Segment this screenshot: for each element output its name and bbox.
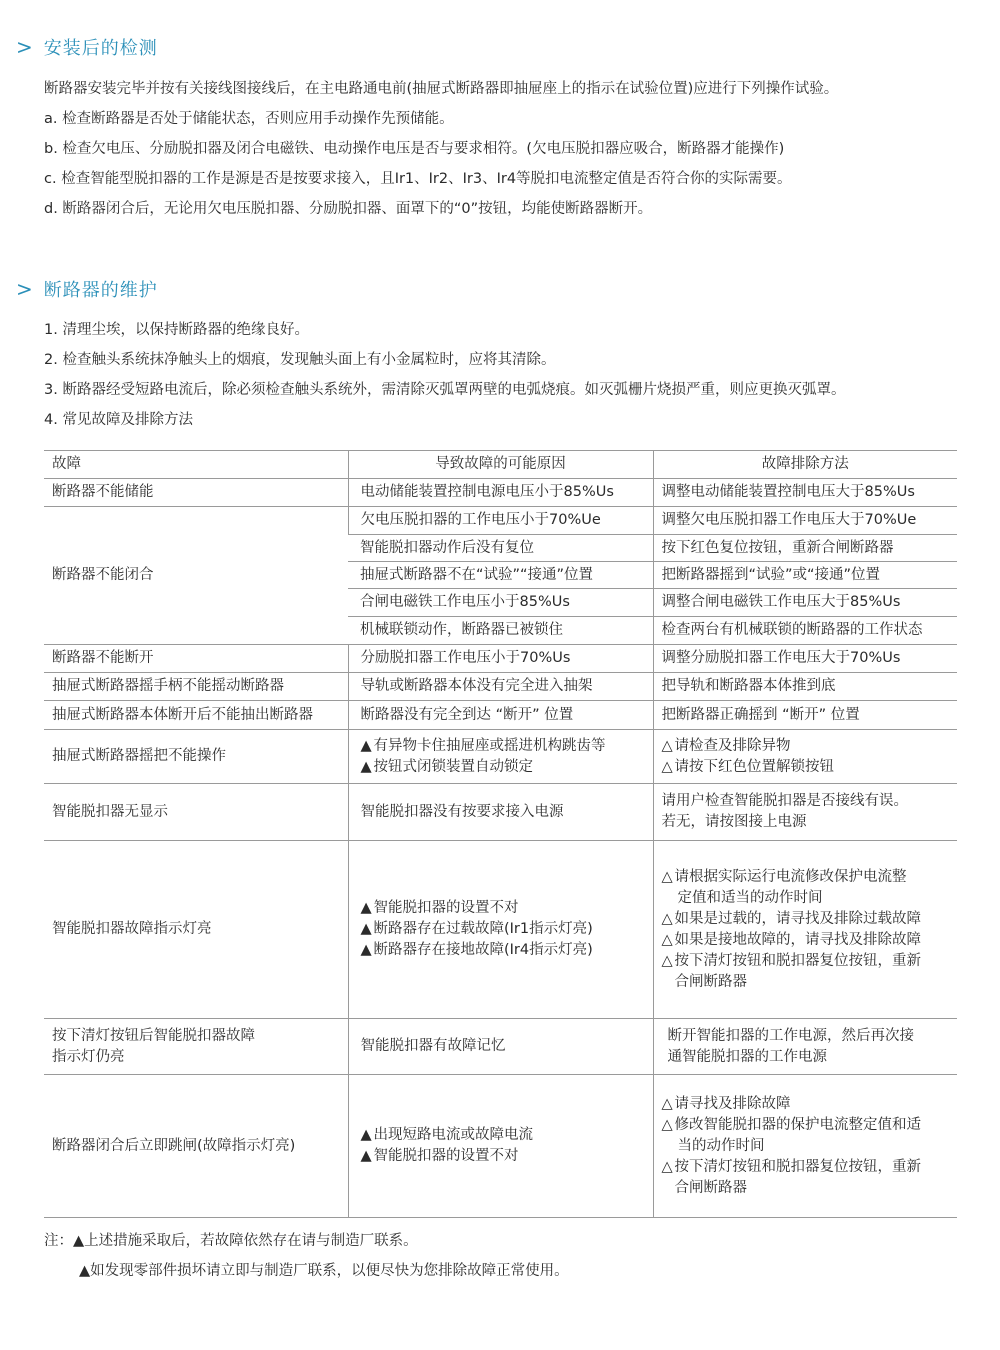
fix-cell: 把断路器正确摇到 “断开” 位置 bbox=[653, 701, 957, 730]
fix-cell: 把断路器摇到“试验”或“接通”位置 bbox=[653, 562, 957, 589]
fix-cell: △ 请检查及排除异物 △ 请按下红色位置解锁按钮 bbox=[653, 730, 957, 784]
triangle-filled-icon: ▲ bbox=[79, 1263, 91, 1279]
paragraph-line: d. 断路器闭合后，无论用欠电压脱扣器、分励脱扣器、面罩下的“0”按钮，均能使断路器断开。 bbox=[44, 201, 653, 217]
section-heading-maintenance bbox=[16, 276, 158, 302]
paragraph-line: 3. 断路器经受短路电流后，除必须检查触头系统外，需清除灭弧罩两壁的电弧烧痕。如灭弧栅片烧损严重，则应更换灭弧罩。 bbox=[44, 382, 846, 398]
note-prefix: 注： bbox=[44, 1233, 73, 1249]
triangle-outline-icon: △ bbox=[661, 952, 673, 969]
column-header: 导致故障的可能原因 bbox=[348, 451, 653, 479]
installation-check-text bbox=[44, 74, 970, 224]
triangle-filled-icon: ▲ bbox=[360, 942, 372, 958]
cause-cell: 欠电压脱扣器的工作电压小于70%Ue bbox=[348, 507, 653, 535]
cause-cell: ▲ 智能脱扣器的设置不对 ▲ 断路器存在过载故障(Ir1指示灯亮) ▲ 断路器存在接地故障(Ir4指示灯亮) bbox=[348, 841, 653, 1019]
note-item: 上述措施采取后，若故障依然存在请与制造厂联系。 bbox=[84, 1233, 418, 1249]
cause-cell: 机械联锁动作，断路器已被锁住 bbox=[348, 617, 653, 645]
chevron-right-icon: > bbox=[16, 277, 34, 301]
fault-cell: 断路器不能储能 bbox=[44, 479, 348, 507]
column-header: 故障 bbox=[44, 451, 348, 479]
section-heading-installation-check bbox=[16, 34, 158, 60]
cause-cell: 合闸电磁铁工作电压小于85%Us bbox=[348, 589, 653, 617]
paragraph-line: 1. 清理尘埃，以保持断路器的绝缘良好。 bbox=[44, 322, 309, 338]
fault-cell: 智能脱扣器无显示 bbox=[44, 784, 348, 841]
fix-cell: 把导轨和断路器本体推到底 bbox=[653, 673, 957, 701]
cause-cell: 智能脱扣器有故障记忆 bbox=[348, 1019, 653, 1075]
paragraph-line: a. 检查断路器是否处于储能状态，否则应用手动操作先预储能。 bbox=[44, 111, 454, 127]
fix-cell: 调整电动储能装置控制电压大于85%Us bbox=[653, 479, 957, 507]
column-header: 故障排除方法 bbox=[653, 451, 957, 479]
maintenance-text bbox=[44, 315, 970, 435]
triangle-filled-icon: ▲ bbox=[360, 758, 372, 775]
triangle-outline-icon: △ bbox=[661, 910, 673, 927]
fault-table bbox=[44, 450, 957, 1218]
fault-cell: 按下清灯按钮后智能脱扣器故障 指示灯仍亮 bbox=[44, 1019, 348, 1075]
triangle-filled-icon: ▲ bbox=[360, 1127, 372, 1143]
paragraph-line: 断路器安装完毕并按有关接线图接线后，在主电路通电前(抽屉式断路器即抽屉座上的指示在试验位置)应进行下列操作试验。 bbox=[44, 81, 839, 97]
triangle-outline-icon: △ bbox=[661, 758, 673, 775]
table-row bbox=[44, 730, 957, 784]
notes bbox=[44, 1226, 569, 1286]
cause-cell: 断路器没有完全到达 “断开” 位置 bbox=[348, 701, 653, 730]
triangle-filled-icon: ▲ bbox=[360, 921, 372, 937]
table-row bbox=[44, 673, 957, 701]
cause-cell: ▲ 出现短路电流或故障电流 ▲ 智能脱扣器的设置不对 bbox=[348, 1075, 653, 1218]
note-item: 如发现零部件损坏请立即与制造厂联系，以便尽快为您排除故障正常使用。 bbox=[90, 1263, 569, 1279]
cause-cell: 电动储能装置控制电源电压小于85%Us bbox=[348, 479, 653, 507]
paragraph-line: c. 检查智能型脱扣器的工作是源是否是按要求接入，且Ir1、Ir2、Ir3、Ir4等脱扣电流整定值是否符合你的实际需要。 bbox=[44, 171, 792, 187]
triangle-outline-icon: △ bbox=[661, 868, 673, 885]
fix-cell: 断开智能扣器的工作电源，然后再次接 通智能脱扣器的工作电源 bbox=[653, 1019, 957, 1075]
fault-cell: 智能脱扣器故障指示灯亮 bbox=[44, 841, 348, 1019]
fix-cell: 检查两台有机械联锁的断路器的工作状态 bbox=[653, 617, 957, 645]
table-row bbox=[44, 841, 957, 1019]
cause-cell: 分励脱扣器工作电压小于70%Us bbox=[348, 645, 653, 673]
chevron-right-icon: > bbox=[16, 35, 34, 59]
fix-cell: △ 请根据实际运行电流修改保护电流整 定值和适当的动作时间 △ 如果是过载的，请寻找及排除过载故障 △ 如果是接地故障的，请寻找及排除故障 △ 按下清灯按钮和脱扣器复位按钮，重新 合闸断路器 bbox=[653, 841, 957, 1019]
fix-cell: 调整欠电压脱扣器工作电压大于70%Ue bbox=[653, 507, 957, 535]
triangle-outline-icon: △ bbox=[661, 931, 673, 948]
triangle-outline-icon: △ bbox=[661, 737, 673, 754]
fix-cell: △ 请寻找及排除故障 △ 修改智能脱扣器的保护电流整定值和适 当的动作时间 △ 按下清灯按钮和脱扣器复位按钮，重新 合闸断路器 bbox=[653, 1075, 957, 1218]
triangle-filled-icon: ▲ bbox=[360, 1148, 372, 1164]
fault-cell: 断路器闭合后立即跳闸(故障指示灯亮) bbox=[44, 1075, 348, 1218]
table-row bbox=[44, 479, 957, 507]
section-title: 安装后的检测 bbox=[43, 38, 158, 59]
table-row bbox=[44, 645, 957, 673]
table-row bbox=[44, 507, 957, 535]
table-row bbox=[44, 784, 957, 841]
triangle-filled-icon: ▲ bbox=[360, 737, 372, 754]
fix-cell: 调整分励脱扣器工作电压大于70%Us bbox=[653, 645, 957, 673]
cause-cell: 智能脱扣器没有按要求接入电源 bbox=[348, 784, 653, 841]
cause-cell: 智能脱扣器动作后没有复位 bbox=[348, 535, 653, 562]
fault-cell: 抽屉式断路器摇把不能操作 bbox=[44, 730, 348, 784]
cause-cell: ▲ 有异物卡住抽屉座或摇进机构跳齿等 ▲ 按钮式闭锁装置自动锁定 bbox=[348, 730, 653, 784]
fault-cell: 抽屉式断路器本体断开后不能抽出断路器 bbox=[44, 701, 348, 730]
paragraph-line: 2. 检查触头系统抹净触头上的烟痕，发现触头面上有小金属粒时，应将其清除。 bbox=[44, 352, 556, 368]
triangle-filled-icon: ▲ bbox=[73, 1233, 85, 1249]
fault-cell: 断路器不能闭合 bbox=[44, 507, 348, 645]
fix-cell: 调整合闸电磁铁工作电压大于85%Us bbox=[653, 589, 957, 617]
paragraph-line: 4. 常见故障及排除方法 bbox=[44, 412, 193, 428]
table-row bbox=[44, 701, 957, 730]
fix-cell: 请用户检查智能脱扣器是否接线有误。 若无，请按图接上电源 bbox=[653, 784, 957, 841]
table-row bbox=[44, 1075, 957, 1218]
table-row bbox=[44, 1019, 957, 1075]
triangle-outline-icon: △ bbox=[661, 1116, 673, 1133]
cause-cell: 抽屉式断路器不在“试验”“接通”位置 bbox=[348, 562, 653, 589]
cause-cell: 导轨或断路器本体没有完全进入抽架 bbox=[348, 673, 653, 701]
fix-cell: 按下红色复位按钮，重新合闸断路器 bbox=[653, 535, 957, 562]
section-title: 断路器的维护 bbox=[43, 280, 158, 301]
paragraph-line: b. 检查欠电压、分励脱扣器及闭合电磁铁、电动操作电压是否与要求相符。(欠电压脱扣器应吸合，断路器才能操作) bbox=[44, 141, 785, 157]
fault-cell: 抽屉式断路器摇手柄不能摇动断路器 bbox=[44, 673, 348, 701]
triangle-outline-icon: △ bbox=[661, 1095, 673, 1112]
triangle-filled-icon: ▲ bbox=[360, 900, 372, 916]
fault-cell: 断路器不能断开 bbox=[44, 645, 348, 673]
table-header-row bbox=[44, 451, 957, 479]
triangle-outline-icon: △ bbox=[661, 1158, 673, 1175]
